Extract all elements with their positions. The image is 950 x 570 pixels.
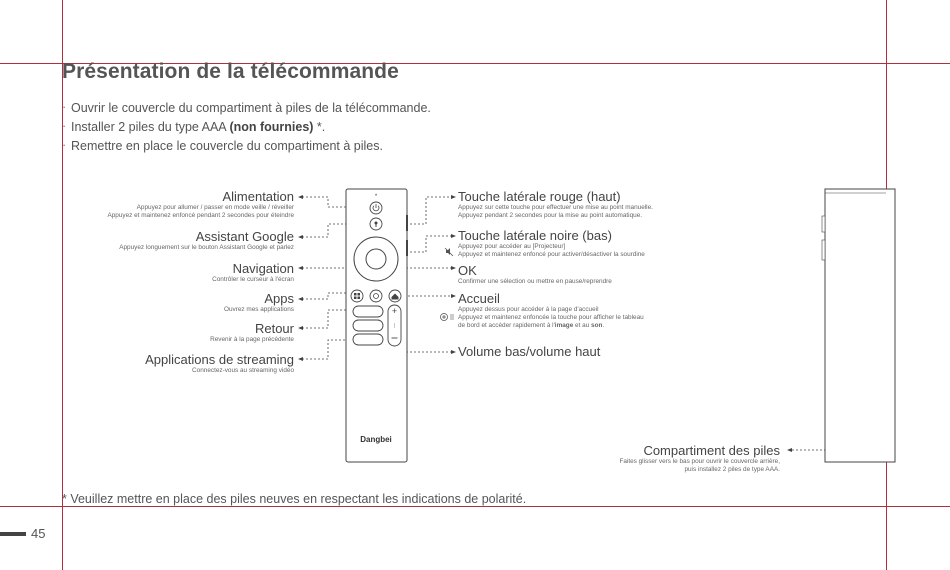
page-marker [0,532,26,536]
label-home: Accueil Appuyez dessus pour accéder à la page d'accueil Appuyez et maintenez enfoncée la touche pour afficher le tableau de bord et accéder rapidement à l'image et au son. [458,291,644,329]
page-number: 45 [31,526,46,541]
label-streaming: Applications de streaming Connectez-vous au streaming vidéo [145,352,294,374]
remote-back-view [825,189,895,462]
streaming-button-1 [353,306,383,317]
streaming-button-2 [353,320,383,331]
connector-red-key [406,197,452,224]
footnote: * Veuillez mettre en place des piles neuves en respectant les indications de polarité. [62,492,527,506]
settings-button [370,290,382,302]
label-red-key: Touche latérale rouge (haut) Appuyez sur cette touche pour effectuer une mise au point manuelle. Appuyez pendant 2 secondes pour la mise au point automatique. [458,189,653,219]
label-apps: Apps Ouvrez mes applications [224,291,294,313]
connector-streaming [302,340,350,359]
side-key-red [406,215,408,231]
label-back: Retour Revenir à la page précédente [210,321,294,343]
instruction-item: · Ouvrir le couvercle du compartiment à piles de la télécommande. [62,99,431,118]
mute-icon [445,248,453,256]
side-key-black [406,240,408,256]
label-assistant: Assistant Google Appuyez longuement sur le bouton Assistant Google et parlez [119,229,294,251]
label-black-key: Touche latérale noire (bas) Appuyez pour accéder au [Projecteur] Appuyez et maintenez enfoncé pour activer/désactiver la sourdine [458,228,645,258]
label-battery: Compartiment des piles Faites glisser vers le bas pour ouvrir le couvercle arrière, puis installez 2 piles de type AAA. [619,443,780,473]
label-navigation: Navigation Contrôler le curseur à l'écran [212,261,294,283]
streaming-button-3 [353,334,383,345]
apps-icon [351,290,363,302]
remote-brand: Dangbei [360,435,392,444]
ok-button [366,249,386,269]
page-title: Présentation de la télécommande [62,60,399,83]
label-power: Alimentation Appuyez pour allumer / passer en mode veille / réveiller Appuyez et maintenez enfoncé pendant 2 secondes pour éteindre [107,189,294,219]
label-ok: OK Confirmer une sélection ou mettre en pause/reprendre [458,263,612,285]
instruction-item: · Installer 2 piles du type AAA (non fournies) *. [62,118,431,137]
svg-text:*: * [374,194,378,200]
label-volume: Volume bas/volume haut [458,344,601,359]
svg-text:+: + [391,306,398,316]
dashboard-icon [441,314,455,321]
connector-black-key [410,236,452,252]
instruction-item: · Remettre en place le couvercle du compartiment à piles. [62,137,431,156]
